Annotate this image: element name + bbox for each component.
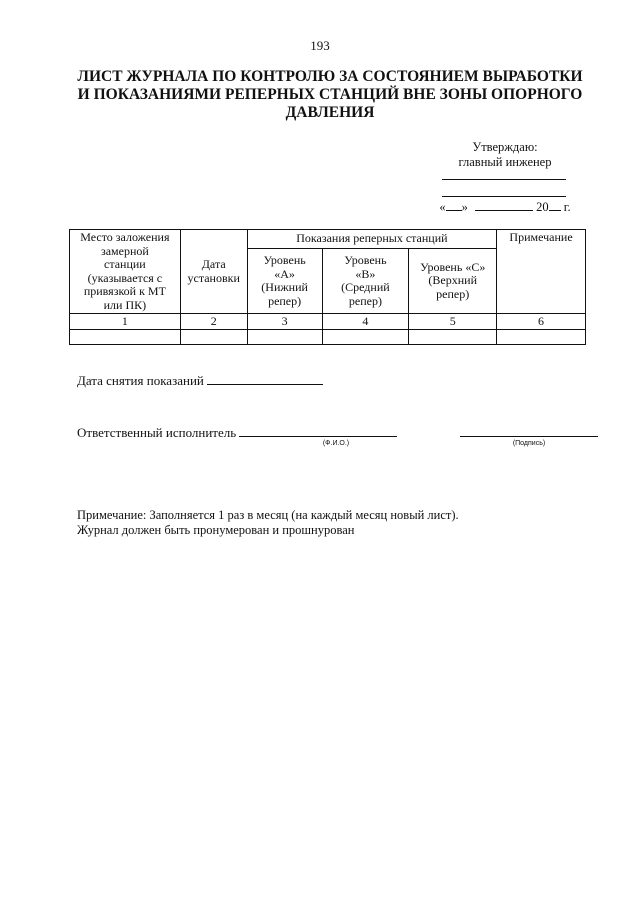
- column-number: 3: [247, 314, 322, 330]
- table-cell[interactable]: [247, 330, 322, 345]
- note-line-2: Журнал должен быть пронумерован и прошнурован: [77, 523, 355, 537]
- table-cell[interactable]: [322, 330, 409, 345]
- column-number-row: [70, 314, 586, 330]
- page-number: 193: [310, 38, 330, 53]
- table-cell[interactable]: [497, 330, 586, 345]
- reading-date-field: [77, 372, 323, 389]
- column-number: 4: [322, 314, 409, 330]
- header-note: Примечание: [497, 230, 586, 314]
- approval-block: [430, 140, 580, 214]
- signature-blank[interactable]: [460, 424, 598, 437]
- title-line-3: ДАВЛЕНИЯ: [285, 104, 375, 121]
- quote-open: «: [439, 200, 446, 214]
- table-cell[interactable]: [409, 330, 497, 345]
- executor-field: [77, 424, 397, 441]
- signature-field: [460, 424, 598, 441]
- page-title: [60, 68, 600, 122]
- reading-date-label: Дата снятия показаний: [77, 373, 204, 388]
- title-line-2: И ПОКАЗАНИЯМИ РЕПЕРНЫХ СТАНЦИЙ ВНЕ ЗОНЫ ОПОРНОГО: [77, 86, 583, 103]
- column-number: 5: [409, 314, 497, 330]
- header-location: Место заложения замерной станции (указывается с привязкой к МТ или ПК): [70, 230, 181, 314]
- header-readings-group: Показания реперных станций: [247, 230, 496, 249]
- approver-signature-line: [442, 196, 566, 197]
- executor-label: Ответственный исполнитель: [77, 425, 237, 440]
- note-block: [77, 508, 459, 538]
- header-level-b: Уровень «В» (Средний репер): [322, 249, 409, 314]
- column-number: 2: [180, 314, 247, 330]
- header-level-c: Уровень «С» (Верхний репер): [409, 249, 497, 314]
- approval-date: [430, 199, 580, 215]
- note-line-1: Примечание: Заполняется 1 раз в месяц (на каждый месяц новый лист).: [77, 508, 459, 522]
- executor-name-blank[interactable]: [239, 424, 397, 437]
- table-cell[interactable]: [70, 330, 181, 345]
- table-cell[interactable]: [180, 330, 247, 345]
- year-blank: [549, 199, 561, 211]
- month-blank: [475, 199, 533, 211]
- signature-caption: (Подпись): [512, 440, 546, 447]
- title-line-1: ЛИСТ ЖУРНАЛА ПО КОНТРОЛЮ ЗА СОСТОЯНИЕМ ВЫРАБОТКИ: [77, 68, 583, 85]
- year-suffix: г.: [563, 200, 571, 214]
- header-level-a: Уровень «А» (Нижний репер): [247, 249, 322, 314]
- header-install-date: Дата установки: [180, 230, 247, 314]
- approver-position: главный инженер: [458, 155, 552, 169]
- column-number: 6: [497, 314, 586, 330]
- table-row: [70, 330, 586, 345]
- year-prefix: 20: [536, 200, 549, 214]
- approver-name-line: [442, 179, 566, 180]
- column-number: 1: [70, 314, 181, 330]
- fio-caption: (Ф.И.О.): [322, 440, 350, 447]
- reading-date-blank[interactable]: [207, 372, 323, 385]
- journal-table: [69, 229, 586, 345]
- approve-label: Утверждаю:: [472, 140, 538, 154]
- quote-close: »: [461, 200, 468, 214]
- day-blank: [446, 199, 462, 211]
